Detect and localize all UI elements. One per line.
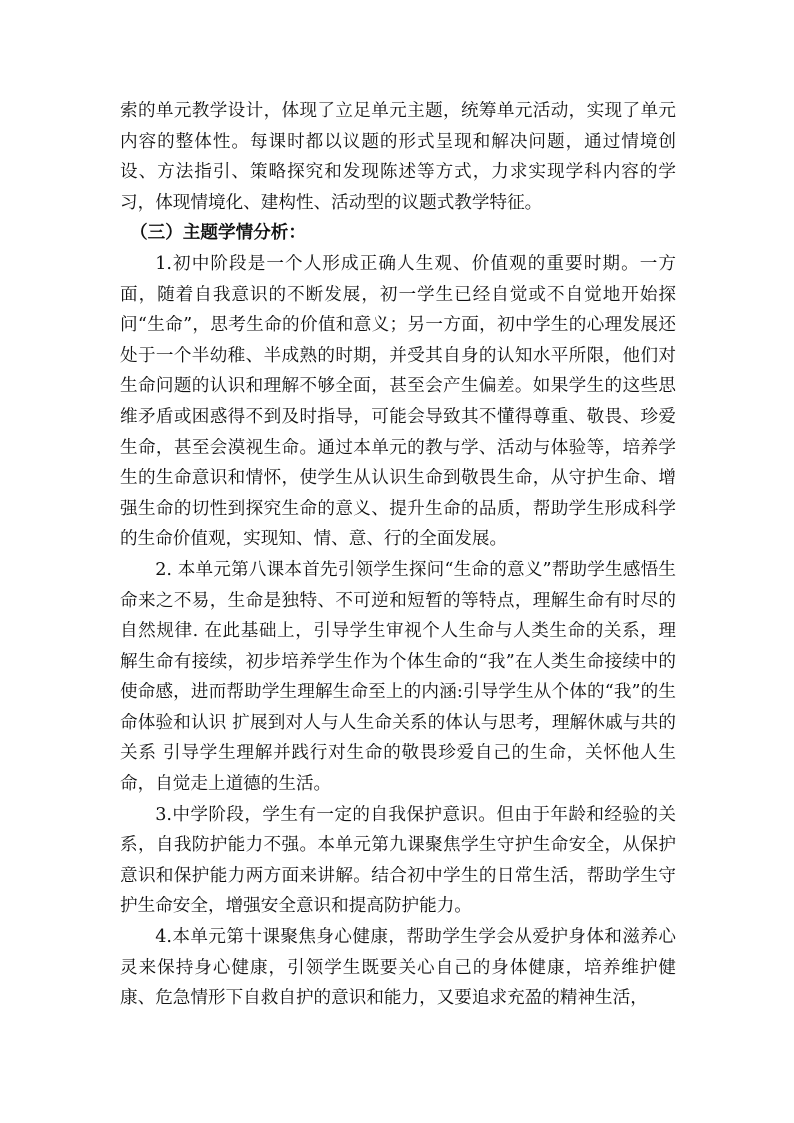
intro-paragraph: 索的单元教学设计，体现了立足单元主题，统筹单元活动，实现了单元内容的整体性。每课时都以议题的形式呈现和解决问题，通过情境创设、方法指引、策略探究和发现陈述等方式，力求实现学科内容的学习，体现情境化、建构性、活动型的议题式教学特征。: [120, 101, 676, 213]
paragraph-4: 4.本单元第十课聚焦身心健康，帮助学生学会从爱护身体和滋养心灵来保持身心健康，引领学生既要关心自己的身体健康，培养维护健康、危急情形下自救自护的意识和能力，又要追求充盈的精神生活，: [120, 927, 676, 1009]
paragraph-1: 1.初中阶段是一个人形成正确人生观、价值观的重要时期。一方面，随着自我意识的不断发展，初一学生已经自觉或不自觉地开始探问“生命”，思考生命的价值和意义；另一方面，初中学生的心理发展还处于一个半幼稚、半成熟的时期，并受其自身的认知水平所限，他们对生命问题的认识和理解不够全面，甚至会产生偏差。如果学生的这些思维矛盾或困惑得不到及时指导，可能会导致其不懂得尊重、敬畏、珍爱生命，甚至会漠视生命。通过本单元的教与学、活动与体验等，培养学生的生命意识和情怀，使学生从认识生命到敬畏生命，从守护生命、增强生命的切性到探究生命的意义、提升生命的品质，帮助学生形成科学的生命价值观，实现知、情、意、行的全面发展。: [120, 253, 676, 550]
section-heading: （三）主题学情分析：: [130, 222, 306, 244]
document-page: [120, 96, 676, 1014]
paragraph-2: 2. 本单元第八课本首先引领学生探问“生命的意义”帮助学生感悟生命来之不易，生命是独特、不可逆和短暂的等特点，理解生命有时尽的自然规律. 在此基础上，引导学生审视个人生命与人类生命的关系，理解生命有接续，初步培养学生作为个体生命的“我”在人类生命接续中的使命感，进而帮助学生理解生命至上的内涵:引导学生从个体的“我”的生命体验和认识 扩展到对人与人生命关系的体认与思考，理解休戚与共的关系 引导学生理解并践行对生命的敬畏珍爱自己的生命，关怀他人生命，自觉走上道德的生活。: [120, 559, 676, 795]
paragraph-3: 3.中学阶段，学生有一定的自我保护意识。但由于年龄和经验的关系，自我防护能力不强。本单元第九课聚焦学生守护生命安全，从保护意识和保护能力两方面来讲解。结合初中学生的日常生活，帮助学生守护生命安全，增强安全意识和提高防护能力。: [120, 804, 676, 917]
